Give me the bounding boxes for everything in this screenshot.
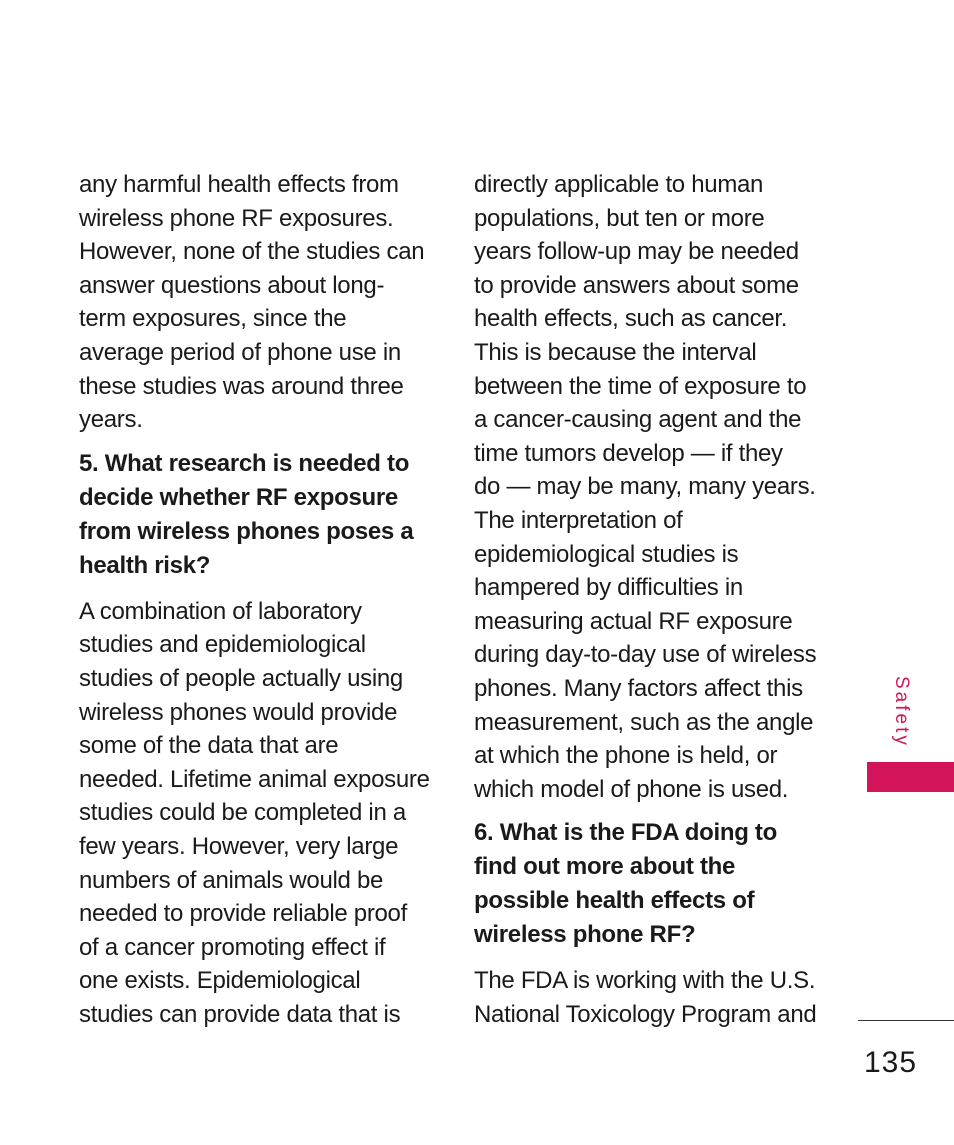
text-line: The FDA is working with the U.S. [474, 967, 816, 995]
text-line: one exists. Epidemiological [79, 967, 361, 995]
left-paragraph-1 [79, 168, 439, 437]
text-line: of a cancer promoting effect if [79, 933, 386, 961]
text-line: during day-to-day use of wireless [474, 641, 817, 669]
page-number: 135 [864, 1046, 918, 1079]
text-line: studies and epidemiological [79, 631, 366, 659]
text-line: A combination of laboratory [79, 597, 362, 625]
text-line: hampered by difficulties in [474, 574, 743, 602]
text-line: at which the phone is held, or [474, 742, 778, 770]
text-line: The interpretation of [474, 506, 683, 534]
right-paragraph-1 [474, 168, 834, 806]
text-line: which model of phone is used. [474, 775, 789, 803]
section-tab-marker [867, 762, 954, 792]
text-line: wireless phones would provide [79, 698, 398, 726]
text-line: studies could be completed in a [79, 799, 406, 827]
text-line: these studies was around three [79, 372, 404, 400]
text-line: health effects, such as cancer. [474, 305, 788, 333]
text-line: needed to provide reliable proof [79, 900, 407, 928]
heading-line: 5. What research is needed to [79, 449, 410, 477]
text-line: term exposures, since the [79, 305, 347, 333]
text-line: between the time of exposure to [474, 372, 807, 400]
heading-line: wireless phone RF? [474, 921, 696, 949]
left-paragraph-2 [79, 595, 439, 1032]
text-line: studies of people actually using [79, 664, 403, 692]
question-6-heading [474, 816, 834, 952]
text-line: phones. Many factors affect this [474, 674, 803, 702]
heading-line: decide whether RF exposure [79, 483, 398, 511]
page-number-rule [858, 1020, 954, 1021]
right-column [474, 168, 834, 1031]
text-line: measurement, such as the angle [474, 708, 814, 736]
heading-line: from wireless phones poses a [79, 517, 414, 545]
text-line: directly applicable to human [474, 171, 764, 198]
section-tab-label: Safety [891, 676, 912, 748]
text-line: any harmful health effects from [79, 171, 399, 198]
text-line: needed. Lifetime animal exposure [79, 765, 430, 793]
text-line: epidemiological studies is [474, 540, 739, 568]
heading-line: possible health effects of [474, 887, 755, 915]
text-line: National Toxicology Program and [474, 1000, 817, 1028]
text-line: few years. However, very large [79, 832, 399, 860]
text-line: numbers of animals would be [79, 866, 384, 894]
left-column [79, 168, 439, 1031]
right-paragraph-2 [474, 964, 834, 1031]
heading-line: find out more about the [474, 853, 736, 881]
text-line: wireless phone RF exposures. [79, 204, 394, 232]
text-line: studies can provide data that is [79, 1000, 401, 1028]
text-line: years. [79, 406, 143, 434]
text-line: However, none of the studies can [79, 238, 425, 266]
text-line: populations, but ten or more [474, 204, 765, 232]
heading-line: 6. What is the FDA doing to [474, 819, 777, 847]
text-line: years follow-up may be needed [474, 238, 799, 266]
heading-line: health risk? [79, 551, 211, 579]
text-line: time tumors develop — if they [474, 439, 783, 467]
text-line: some of the data that are [79, 732, 339, 760]
text-line: answer questions about long- [79, 271, 385, 299]
text-line: to provide answers about some [474, 271, 799, 299]
text-line: do — may be many, many years. [474, 473, 816, 501]
text-line: measuring actual RF exposure [474, 607, 793, 635]
text-line: a cancer-causing agent and the [474, 406, 802, 434]
question-5-heading [79, 447, 439, 583]
text-line: This is because the interval [474, 338, 757, 366]
text-line: average period of phone use in [79, 338, 401, 366]
